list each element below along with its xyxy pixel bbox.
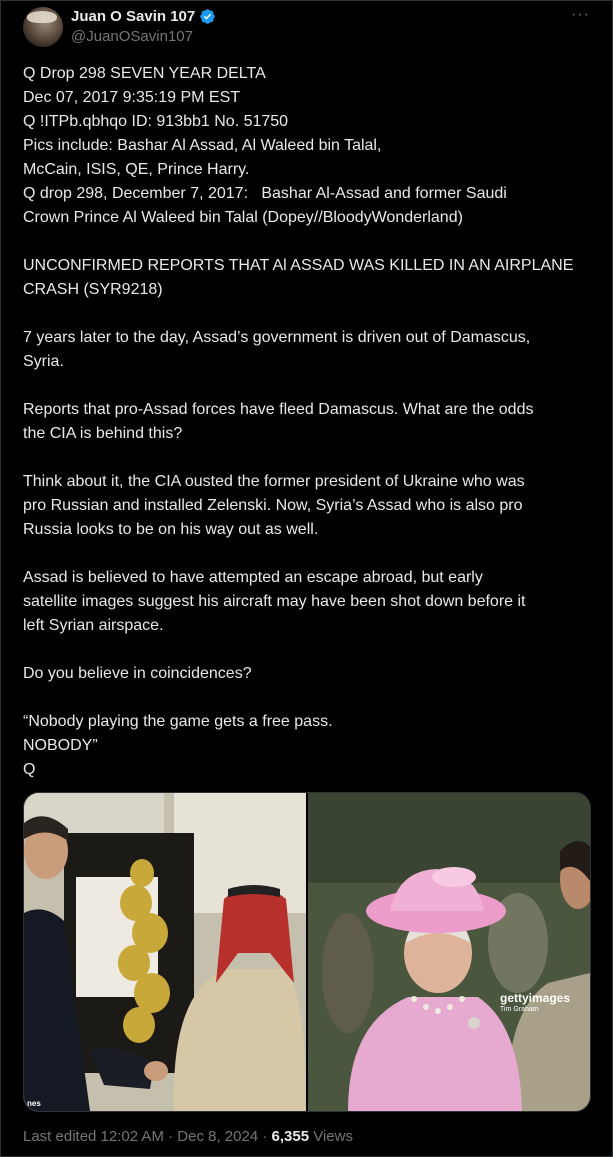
tweet-line: Syria.	[23, 353, 64, 370]
tweet-line: Assad is believed to have attempted an escape abroad, but early	[23, 569, 483, 586]
tweet-line: “Nobody playing the game gets a free pass.	[23, 713, 333, 730]
tweet-blank-line	[23, 302, 595, 326]
tweet-meta	[23, 1127, 353, 1147]
tweet-line: UNCONFIRMED REPORTS THAT Al ASSAD WAS KILLED IN AN AIRPLANE	[23, 257, 574, 274]
author-handle[interactable]: @JuanOSavin107	[71, 28, 193, 45]
media-photo-right[interactable]	[308, 793, 590, 1111]
tweet-line: Q Drop 298 SEVEN YEAR DELTA	[23, 65, 266, 82]
tweet-line: Dec 07, 2017 9:35:19 PM EST	[23, 89, 241, 106]
tweet-line: satellite images suggest his aircraft may have been shot down before it	[23, 593, 526, 610]
photo-right-illustration	[308, 793, 590, 1111]
photo-left-illustration	[24, 793, 306, 1111]
tweet-line: Q !ITPb.qbhqo ID: 913bb1 No. 51750	[23, 113, 289, 130]
getty-watermark-credit: Tim Graham	[500, 1006, 539, 1013]
views-count: 6,355	[271, 1128, 310, 1145]
media-grid[interactable]	[23, 792, 591, 1112]
tweet-line: Think about it, the CIA ousted the former president of Ukraine who was	[23, 473, 525, 490]
tweet-line: Russia looks to be on his way out as well.	[23, 521, 319, 538]
tweet-text	[23, 62, 595, 782]
tweet-blank-line	[23, 374, 595, 398]
tweet-line: 7 years later to the day, Assad’s government is driven out of Damascus,	[23, 329, 531, 346]
verified-badge-icon[interactable]	[199, 8, 216, 25]
tweet-line: pro Russian and installed Zelenski. Now, Syria’s Assad who is also pro	[23, 497, 523, 514]
tweet-line: Do you believe in coincidences?	[23, 665, 252, 682]
left-photo-credit: nes	[27, 1099, 41, 1108]
tweet-blank-line	[23, 686, 595, 710]
tweet-line: Q	[23, 761, 36, 778]
tweet-blank-line	[23, 542, 595, 566]
author-name-row	[71, 7, 216, 26]
tweet-blank-line	[23, 230, 595, 254]
tweet-line: the CIA is behind this?	[23, 425, 183, 442]
views-label: Views	[313, 1128, 353, 1145]
avatar[interactable]	[23, 7, 63, 47]
more-options-icon[interactable]: ···	[571, 6, 590, 23]
tweet-line: NOBODY”	[23, 737, 98, 754]
tweet-blank-line	[23, 638, 595, 662]
tweet-line: Q drop 298, December 7, 2017: Bashar Al-Assad and former Saudi	[23, 185, 507, 202]
tweet-blank-line	[23, 446, 595, 470]
media-photo-left[interactable]	[24, 793, 306, 1111]
avatar-hat-shape	[27, 11, 57, 23]
edited-label[interactable]: Last edited 12:02 AM	[23, 1128, 164, 1145]
tweet-date[interactable]: Dec 8, 2024	[177, 1128, 259, 1145]
tweet-line: McCain, ISIS, QE, Prince Harry.	[23, 161, 250, 178]
tweet-line: CRASH (SYR9218)	[23, 281, 163, 298]
tweet-line: Crown Prince Al Waleed bin Talal (Dopey//BloodyWonderland)	[23, 209, 463, 226]
meta-separator: ·	[168, 1128, 174, 1145]
meta-separator-2: ·	[262, 1128, 268, 1145]
tweet-line: Pics include: Bashar Al Assad, Al Waleed bin Talal,	[23, 137, 382, 154]
tweet-line: Reports that pro-Assad forces have fleed Damascus. What are the odds	[23, 401, 534, 418]
getty-watermark: gettyimages	[500, 991, 571, 1005]
tweet-line: left Syrian airspace.	[23, 617, 164, 634]
author-display-name[interactable]: Juan O Savin 107	[71, 8, 196, 25]
